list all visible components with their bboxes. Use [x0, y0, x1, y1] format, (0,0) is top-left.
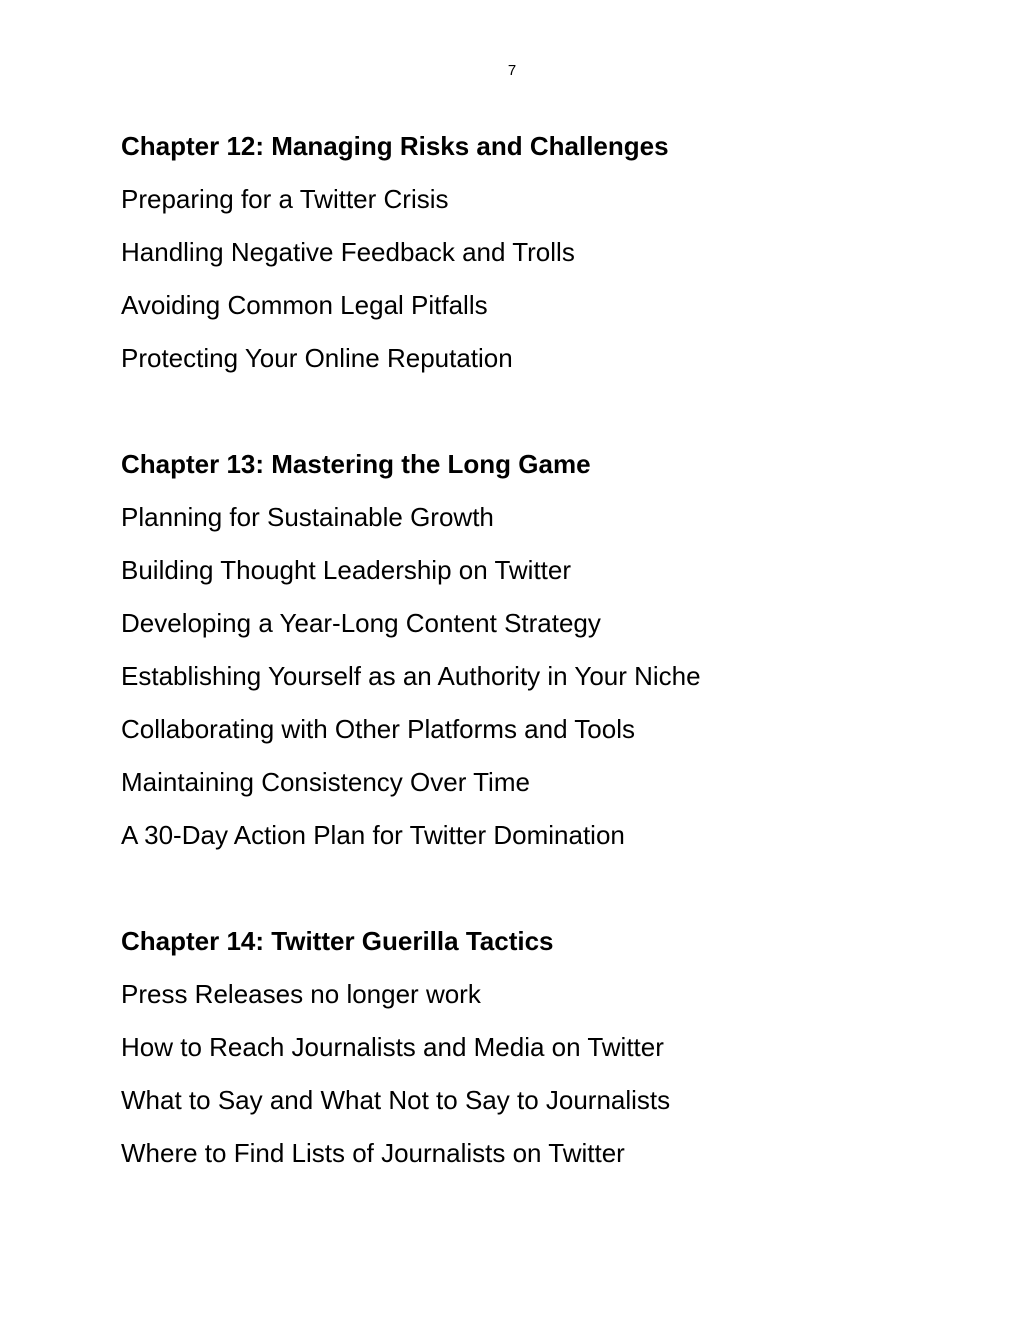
section-list [121, 173, 921, 385]
section-item: Collaborating with Other Platforms and Tools [121, 714, 635, 744]
section-item: Establishing Yourself as an Authority in Your Niche [121, 661, 701, 691]
section-item: Avoiding Common Legal Pitfalls [121, 290, 488, 320]
section-item: Maintaining Consistency Over Time [121, 767, 530, 797]
section-item: Press Releases no longer work [121, 979, 481, 1009]
section-item: Preparing for a Twitter Crisis [121, 184, 449, 214]
section-item: Where to Find Lists of Journalists on Twitter [121, 1138, 625, 1168]
section-item: A 30-Day Action Plan for Twitter Domination [121, 820, 625, 850]
chapter-12 [121, 120, 921, 385]
section-item: Protecting Your Online Reputation [121, 343, 513, 373]
section-item: Developing a Year-Long Content Strategy [121, 608, 601, 638]
chapter-14 [121, 915, 921, 1180]
section-item: Handling Negative Feedback and Trolls [121, 237, 575, 267]
section-item: How to Reach Journalists and Media on Twitter [121, 1032, 664, 1062]
chapter-title: Chapter 13: Mastering the Long Game [121, 449, 591, 479]
section-item: What to Say and What Not to Say to Journalists [121, 1085, 671, 1115]
chapter-title: Chapter 14: Twitter Guerilla Tactics [121, 926, 554, 956]
table-of-contents [121, 120, 921, 1180]
section-item: Planning for Sustainable Growth [121, 502, 494, 532]
section-list [121, 968, 921, 1180]
chapter-title: Chapter 12: Managing Risks and Challenges [121, 131, 669, 161]
section-item: Building Thought Leadership on Twitter [121, 555, 572, 585]
section-list [121, 491, 921, 862]
chapter-13 [121, 438, 921, 862]
page-number: 7 [507, 62, 517, 79]
